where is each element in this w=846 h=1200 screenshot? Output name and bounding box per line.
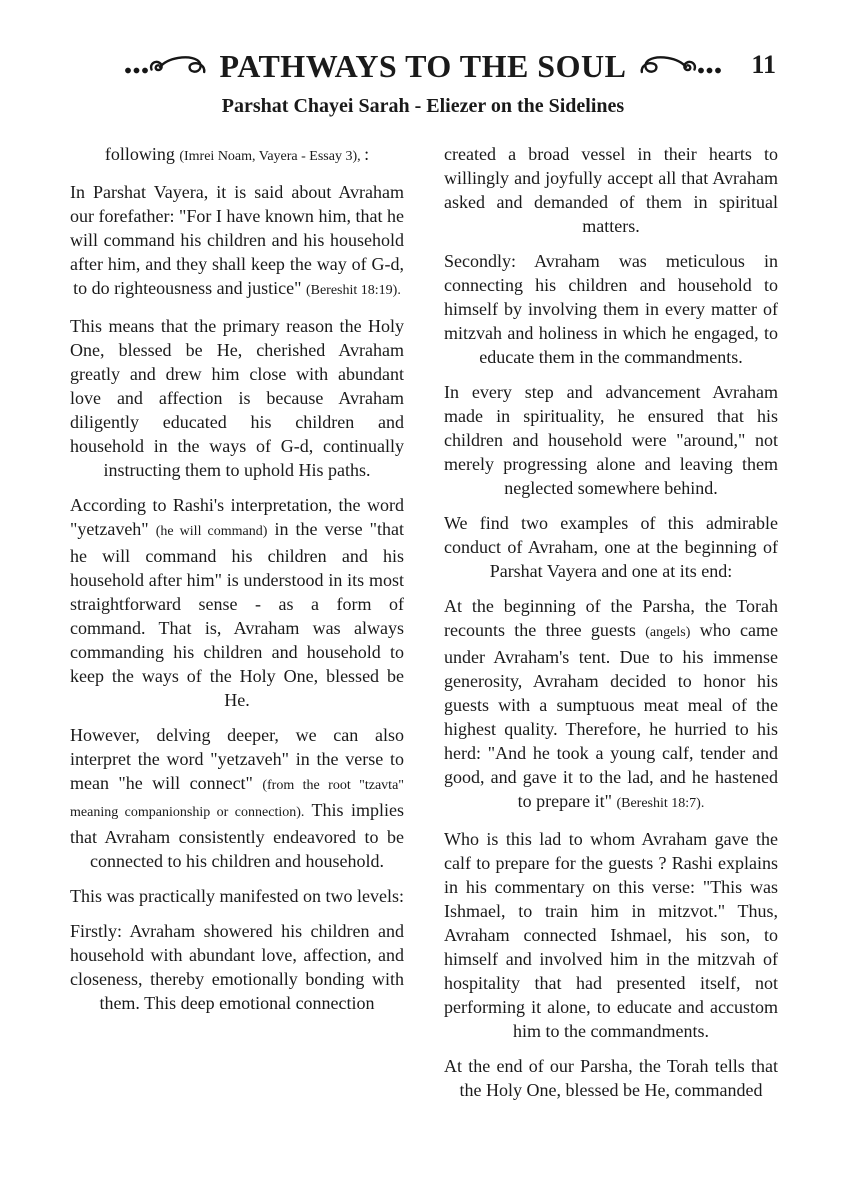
- paragraph: [444, 1054, 778, 1102]
- paragraph: [70, 884, 404, 908]
- body-text: However, delving deeper, we can also interpret the word "yetzaveh" in the verse to mean "he will connect": [70, 725, 404, 793]
- body-text: :: [364, 144, 370, 164]
- body-text: At the end of our Parsha, the Torah tells that the Holy One, blessed be He, commanded: [444, 1056, 778, 1100]
- column-right: [444, 142, 778, 1113]
- body-text: This means that the primary reason the Holy One, blessed be He, cherished Avraham greatly and drew him close with abundant love and affection is because Avraham diligently educated his children and household in the ways of G-d, continually instructing them to uphold His paths.: [70, 316, 404, 480]
- citation-text: (he will command): [155, 524, 268, 539]
- body-text: who came under Avraham's tent. Due to his immense generosity, Avraham decided to honor his guests with a sumptuous meat meal of the highest quality. Therefore, he hurried to his herd: "And he took a young calf, tender and good, and gave it to the lad, and he hastened to prepare it": [444, 620, 778, 811]
- body-text: in the verse "that he will command his children and his household after him" is understood in its most straightforward sense - as a form of command. That is, Avraham was always commanding his children and household to keep the ways of the Holy One, blessed be He.: [70, 519, 404, 710]
- paragraph: [70, 493, 404, 712]
- paragraph: [444, 142, 778, 238]
- citation-text: (from the root "tzavta" meaning companionship or connection).: [70, 778, 404, 820]
- flourish-right-icon: [635, 54, 723, 85]
- body-text: In Parshat Vayera, it is said about Avraham our forefather: "For I have known him, that he will command his children and his household after him, and they shall keep the way of G-d, to do righteousness and justice": [70, 182, 404, 298]
- body-text: following: [104, 144, 180, 164]
- citation-text: (Imrei Noam, Vayera - Essay 3),: [179, 149, 365, 164]
- title-row: [0, 46, 846, 86]
- paragraph: [444, 827, 778, 1043]
- citation-text: (Bereshit 18:7).: [616, 796, 705, 811]
- body-text: In every step and advancement Avraham made in spirituality, he ensured that his children and household were "around," not merely progressing alone and leaving them neglected somewhere behind.: [444, 382, 778, 498]
- body-text: This implies that Avraham consistently endeavored to be connected to his children and household.: [70, 800, 404, 871]
- body-text: At the beginning of the Parsha, the Torah recounts the three guests: [444, 596, 778, 640]
- body-text: Secondly: Avraham was meticulous in connecting his children and household to himself by involving them in every matter of mitzvah and holiness in which he engaged, to educate them in the commandments.: [444, 251, 778, 367]
- paragraph: [70, 314, 404, 482]
- paragraph: [70, 180, 404, 303]
- page-header: [0, 0, 846, 118]
- citation-text: (angels): [645, 625, 691, 640]
- body-text: We find two examples of this admirable conduct of Avraham, one at the beginning of Parshat Vayera and one at its end:: [444, 513, 778, 581]
- body-text: This was practically manifested on two levels:: [70, 886, 404, 906]
- page-number: 11: [751, 50, 776, 79]
- paragraph: [444, 594, 778, 816]
- body-text: created a broad vessel in their hearts to willingly and joyfully accept all that Avraham asked and demanded of them in spiritual matters.: [444, 144, 778, 236]
- body-text: According to Rashi's interpretation, the word "yetzaveh": [70, 495, 404, 539]
- paragraph: [444, 380, 778, 500]
- citation-text: (Bereshit 18:19).: [305, 283, 401, 298]
- body-text: Firstly: Avraham showered his children and household with abundant love, affection, and closeness, thereby emotionally bonding with them. This deep emotional connection: [70, 921, 404, 1013]
- paragraph: [70, 723, 404, 873]
- article-body: [70, 142, 778, 1113]
- page-title: PATHWAYS TO THE SOUL: [219, 48, 627, 84]
- paragraph: [70, 142, 404, 169]
- column-left: [70, 142, 404, 1113]
- flourish-left-icon: [123, 54, 211, 85]
- paragraph: [444, 249, 778, 369]
- chapter-subtitle: Parshat Chayei Sarah - Eliezer on the Sidelines: [221, 95, 625, 117]
- paragraph: [444, 511, 778, 583]
- paragraph: [70, 919, 404, 1015]
- body-text: Who is this lad to whom Avraham gave the calf to prepare for the guests ? Rashi explains in his commentary on this verse: "This was Ishmael, to train him in mitzvot." Thus, Avraham connected Ishmael, his son, to himself and involved him in the mitzvah of hospitality that had presented itself, not performing it alone, to educate and accustom him to the commandments.: [444, 829, 778, 1041]
